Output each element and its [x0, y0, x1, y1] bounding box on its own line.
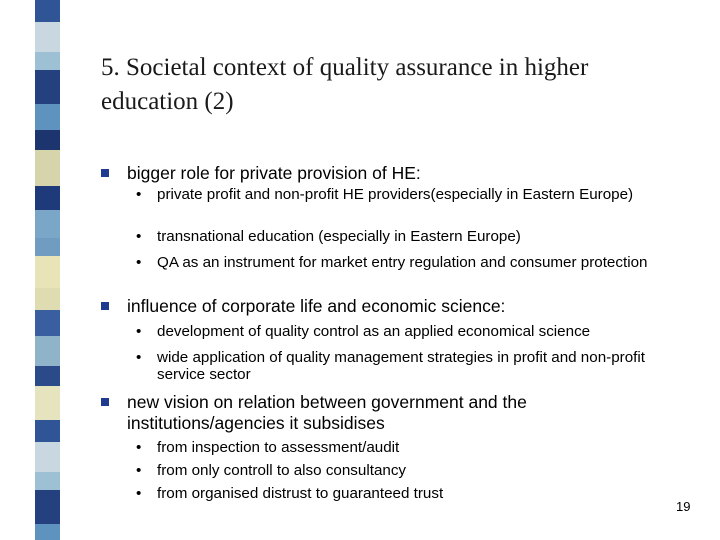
sub-bullet-text: transnational education (especially in Eastern Europe) — [157, 228, 521, 245]
page-number: 19 — [676, 499, 691, 514]
stripe-segment — [35, 472, 60, 490]
stripe-segment — [35, 490, 60, 524]
sub-bullet-text: from inspection to assessment/audit — [157, 439, 400, 456]
stripe-segment — [35, 22, 60, 52]
stripe-segment — [35, 288, 60, 310]
dot-bullet-icon: • — [136, 485, 142, 502]
bullet-text: influence of corporate life and economic science: — [127, 296, 506, 316]
stripe-segment — [35, 70, 60, 104]
stripe-segment — [35, 130, 60, 150]
stripe-segment — [35, 310, 60, 336]
sub-bullet-text: development of quality control as an applied economical science — [157, 323, 591, 340]
stripe-segment — [35, 442, 60, 472]
dot-bullet-icon: • — [136, 462, 142, 479]
square-bullet-icon — [101, 302, 109, 310]
sub-bullet-text: from only controll to also consultancy — [157, 462, 407, 479]
sub-bullet-text: private profit and non-profit HE providers(especially in Eastern Europe) — [157, 186, 634, 203]
dot-bullet-icon: • — [136, 349, 142, 366]
sub-bullet-text: QA as an instrument for market entry regulation and consumer protection — [157, 254, 648, 271]
square-bullet-icon — [101, 169, 109, 177]
stripe-segment — [35, 386, 60, 420]
decorative-color-stripe — [35, 0, 60, 540]
sub-bullet-text: from organised distrust to guaranteed trust — [157, 485, 444, 502]
stripe-segment — [35, 186, 60, 210]
dot-bullet-icon: • — [136, 228, 142, 245]
dot-bullet-icon: • — [136, 439, 142, 456]
stripe-segment — [35, 150, 60, 186]
stripe-segment — [35, 256, 60, 288]
stripe-segment — [35, 104, 60, 130]
slide-title: 5. Societal context of quality assurance in higher education (2) — [101, 54, 589, 115]
dot-bullet-icon: • — [136, 323, 142, 340]
stripe-segment — [35, 336, 60, 366]
square-bullet-icon — [101, 398, 109, 406]
bullet-text: new vision on relation between government and the institutions/agencies it subsidises — [127, 392, 527, 433]
stripe-segment — [35, 366, 60, 386]
stripe-segment — [35, 238, 60, 256]
stripe-segment — [35, 524, 60, 540]
stripe-segment — [35, 52, 60, 70]
stripe-segment — [35, 0, 60, 22]
stripe-segment — [35, 210, 60, 238]
dot-bullet-icon: • — [136, 186, 142, 203]
bullet-text: bigger role for private provision of HE: — [127, 163, 421, 183]
dot-bullet-icon: • — [136, 254, 142, 271]
sub-bullet-text: wide application of quality management strategies in profit and non-profit service sector — [157, 349, 645, 383]
stripe-segment — [35, 420, 60, 442]
